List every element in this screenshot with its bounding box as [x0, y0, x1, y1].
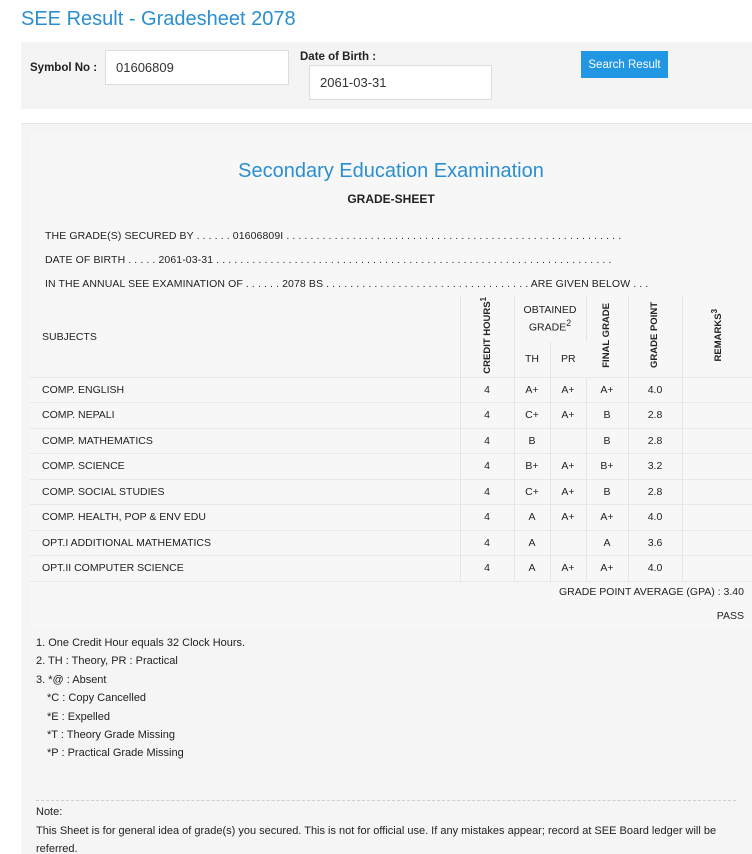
table-row	[30, 377, 752, 403]
cell-gp: 3.6	[628, 530, 682, 556]
cell-subject: COMP. SOCIAL STUDIES	[30, 479, 460, 505]
cell-pr: A+	[550, 479, 586, 505]
cell-credit: 4	[460, 377, 514, 403]
cell-credit: 4	[460, 428, 514, 454]
cell-remarks	[682, 377, 752, 403]
th-header: TH	[514, 342, 550, 377]
cell-final: A+	[586, 505, 628, 531]
cell-pr: A+	[550, 403, 586, 429]
disclaimer-note	[36, 800, 736, 854]
cell-pr: A+	[550, 505, 586, 531]
table-row	[30, 454, 752, 480]
dob-label: Date of Birth :	[300, 51, 377, 63]
dob-line: DATE OF BIRTH . . . . . 2061-03-31 . . . . . . . . . . . . . . . . . . . . . . . . . . . . . . . . . . . . . . . . . . . . . . . . . . . . . . . . . . . . . . . . . .	[45, 254, 612, 266]
exam-year-line: IN THE ANNUAL SEE EXAMINATION OF . . . . . . 2078 BS . . . . . . . . . . . . . . . . . . . . . . . . . . . . . . . . . . ARE GIVEN BELOW . . .	[45, 278, 649, 290]
table-row	[30, 505, 752, 531]
cell-gp: 2.8	[628, 479, 682, 505]
cell-final: B	[586, 403, 628, 429]
cell-remarks	[682, 454, 752, 480]
obtained-grade-header: OBTAINED GRADE$^2$	[514, 297, 586, 342]
cell-gp: 4.0	[628, 556, 682, 582]
credit-hours-header: CREDIT HOURS$^1$	[460, 297, 514, 377]
grades-table	[30, 297, 752, 582]
cell-final: B	[586, 479, 628, 505]
note-line: 2. TH : Theory, PR : Practical	[36, 655, 178, 668]
cell-final: A	[586, 530, 628, 556]
cell-subject: COMP. SCIENCE	[30, 454, 460, 480]
cell-credit: 4	[460, 454, 514, 480]
note-line: *E : Expelled	[47, 710, 110, 723]
cell-subject: OPT.II COMPUTER SCIENCE	[30, 556, 460, 582]
cell-gp: 4.0	[628, 505, 682, 531]
cell-credit: 4	[460, 556, 514, 582]
note-line: *T : Theory Grade Missing	[47, 729, 175, 742]
grade-point-header: GRADE POINT	[628, 297, 682, 377]
note-line: *C : Copy Cancelled	[47, 692, 147, 705]
cell-gp: 2.8	[628, 428, 682, 454]
note-line: 3. *@ : Absent	[36, 673, 107, 686]
table-row	[30, 479, 752, 505]
note-line: *P : Practical Grade Missing	[47, 747, 184, 760]
cell-pr	[550, 428, 586, 454]
cell-remarks	[682, 428, 752, 454]
cell-remarks	[682, 505, 752, 531]
cell-pr: A+	[550, 454, 586, 480]
symbol-no-input[interactable]: 01606809	[105, 50, 289, 85]
cell-final: B	[586, 428, 628, 454]
search-result-button[interactable]: Search Result	[581, 51, 668, 78]
cell-remarks	[682, 403, 752, 429]
cell-th: C+	[514, 403, 550, 429]
cell-subject: OPT.I ADDITIONAL MATHEMATICS	[30, 530, 460, 556]
grade-sheet	[21, 123, 752, 854]
pr-header: PR	[550, 342, 586, 377]
cell-credit: 4	[460, 403, 514, 429]
dob-input[interactable]: 2061-03-31	[309, 65, 492, 100]
cell-gp: 3.2	[628, 454, 682, 480]
cell-th: A	[514, 505, 550, 531]
cell-credit: 4	[460, 530, 514, 556]
legend-notes	[36, 634, 245, 763]
symbol-no-label: Symbol No :	[30, 62, 98, 74]
sheet-title: GRADE-SHEET	[347, 192, 435, 206]
cell-credit: 4	[460, 479, 514, 505]
cell-th: C+	[514, 479, 550, 505]
table-row	[30, 403, 752, 429]
cell-final: A+	[586, 556, 628, 582]
grade-sheet-body	[30, 134, 752, 628]
gpa-text: GRADE POINT AVERAGE (GPA) : 3.40	[559, 586, 744, 598]
result-status: PASS	[716, 610, 744, 622]
cell-subject: COMP. MATHEMATICS	[30, 428, 460, 454]
cell-pr	[550, 530, 586, 556]
note-line: 1. One Credit Hour equals 32 Clock Hours.	[36, 637, 246, 649]
table-row	[30, 530, 752, 556]
cell-pr: A+	[550, 556, 586, 582]
cell-subject: COMP. NEPALI	[30, 403, 460, 429]
table-row	[30, 556, 752, 582]
search-form	[21, 42, 752, 109]
remarks-header: REMARKS$^3$	[682, 297, 752, 377]
cell-final: B+	[586, 454, 628, 480]
divider	[36, 800, 736, 801]
subjects-header: SUBJECTS	[30, 297, 460, 377]
cell-gp: 4.0	[628, 377, 682, 403]
cell-remarks	[682, 479, 752, 505]
final-grade-header: FINAL GRADE	[586, 297, 628, 377]
note-text: This Sheet is for general idea of grade(s) you secured. This is not for official use. If any mistakes appear; record at SEE Board ledger will be referred.	[36, 824, 717, 854]
cell-final: A+	[586, 377, 628, 403]
cell-subject: COMP. ENGLISH	[30, 377, 460, 403]
cell-subject: COMP. HEALTH, POP & ENV EDU	[30, 505, 460, 531]
cell-th: A+	[514, 377, 550, 403]
cell-gp: 2.8	[628, 403, 682, 429]
cell-th: B+	[514, 454, 550, 480]
cell-th: A	[514, 556, 550, 582]
cell-credit: 4	[460, 505, 514, 531]
cell-remarks	[682, 556, 752, 582]
page-title: SEE Result - Gradesheet 2078	[21, 8, 296, 30]
cell-th: B	[514, 428, 550, 454]
grades-secured-line: THE GRADE(S) SECURED BY . . . . . . 01606809I . . . . . . . . . . . . . . . . . . . . . . . . . . . . . . . . . . . . . . . . . . . . . . . . . . . . . . . .	[45, 230, 622, 242]
cell-remarks	[682, 530, 752, 556]
exam-title: Secondary Education Examination	[238, 160, 544, 182]
table-row	[30, 428, 752, 454]
cell-th: A	[514, 530, 550, 556]
cell-pr: A+	[550, 377, 586, 403]
note-heading: Note:	[36, 806, 63, 818]
